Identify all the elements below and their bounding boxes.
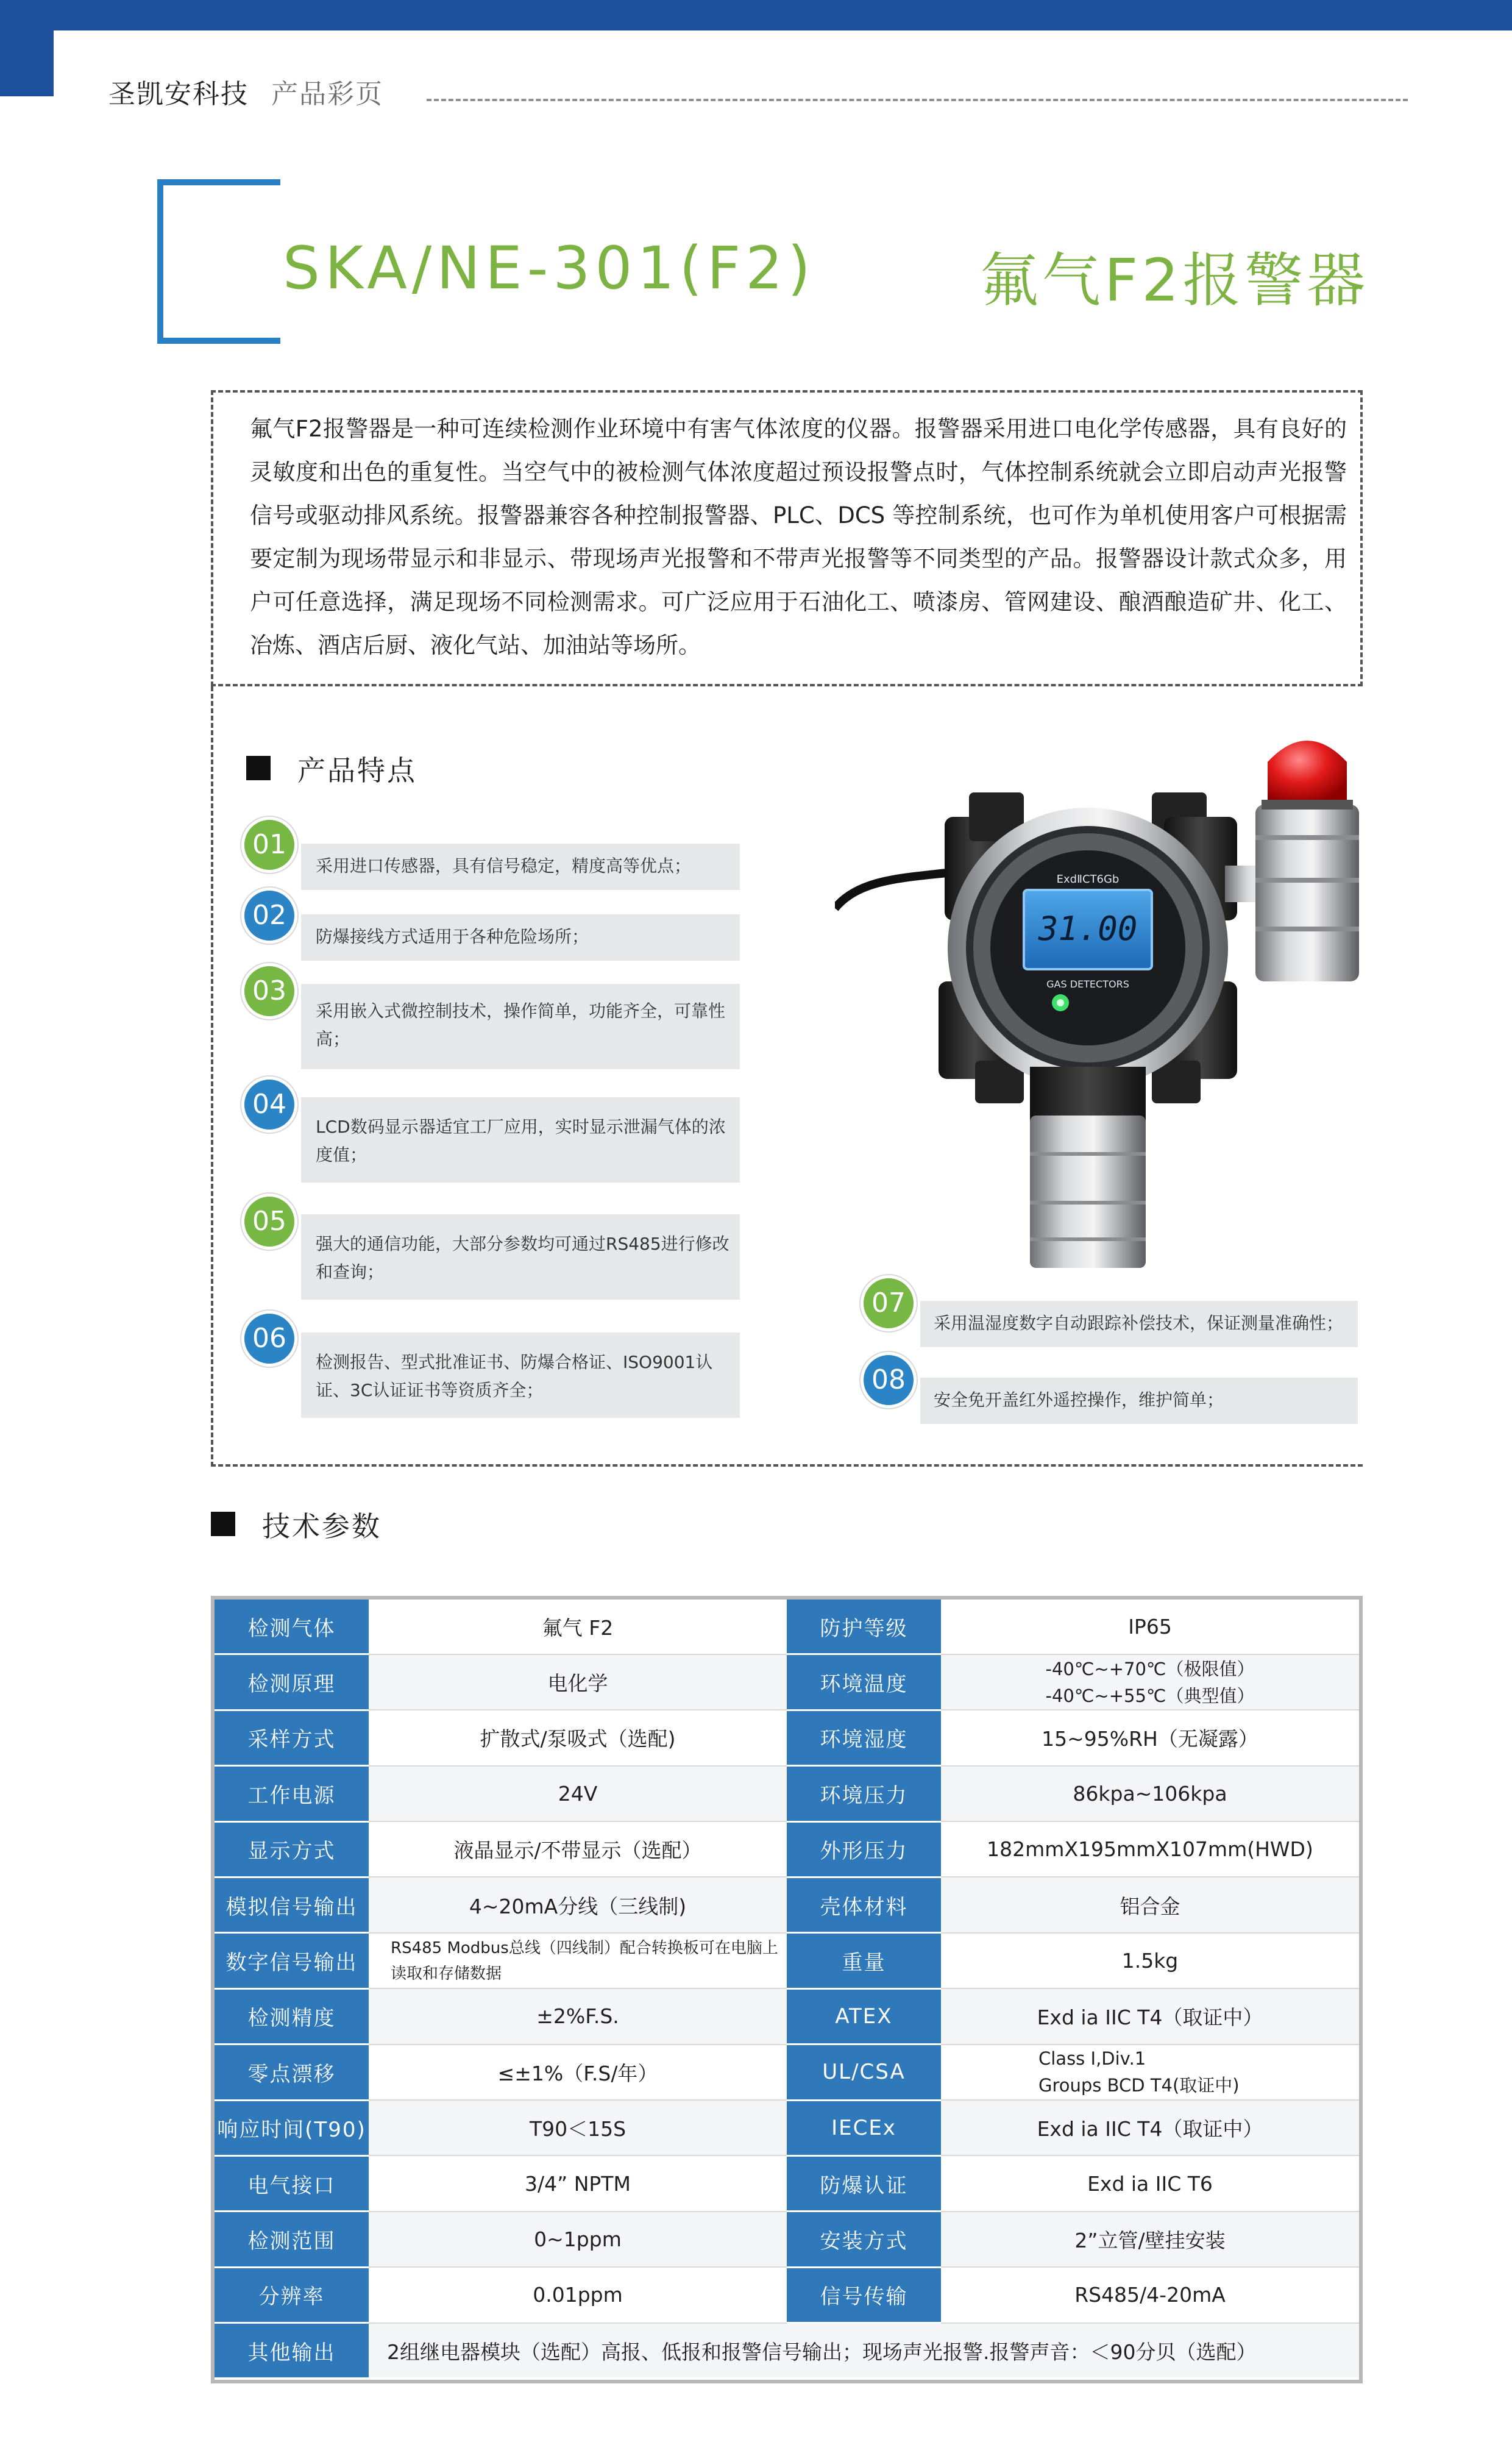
- spec-value: Exd ia IIC T4（取证中）: [941, 1988, 1359, 2044]
- feature-text: 采用进口传感器，具有信号稳定，精度高等优点；: [316, 856, 692, 876]
- spec-label: IECEx: [787, 2100, 941, 2155]
- spec-label: 显示方式: [215, 1821, 369, 1877]
- spec-label: ATEX: [787, 1988, 941, 2044]
- spec-label: 外形压力: [787, 1821, 941, 1877]
- feature-number-02: 02: [241, 888, 297, 944]
- spec-value: 24V: [369, 1766, 787, 1821]
- spec-row: [215, 2323, 1359, 2378]
- housing-label: GAS DETECTORS: [1046, 978, 1129, 990]
- top-color-bar: [0, 0, 1512, 30]
- section-bullet-icon: [211, 1512, 235, 1536]
- feature-number-05: 05: [241, 1194, 297, 1250]
- model-number: SKA/NE-301(F2): [283, 234, 815, 302]
- spec-label: 防爆认证: [787, 2155, 941, 2211]
- spec-row: [215, 1600, 1359, 1654]
- section-bullet-icon: [246, 756, 271, 780]
- spec-value: 3/4” NPTM: [369, 2155, 787, 2211]
- spec-label: 电气接口: [215, 2155, 369, 2211]
- spec-label: 零点漂移: [215, 2045, 369, 2100]
- spec-row: [215, 2100, 1359, 2155]
- spec-label: 检测原理: [215, 1654, 369, 1710]
- catalog-subtitle: 产品彩页: [271, 79, 383, 110]
- spec-label: UL/CSA: [787, 2045, 941, 2100]
- spec-label: 环境压力: [787, 1766, 941, 1821]
- gas-detector-illustration: [835, 725, 1371, 1286]
- spec-value: T90＜15S: [369, 2100, 787, 2155]
- spec-label: 环境温度: [787, 1654, 941, 1710]
- feature-text: 采用嵌入式微控制技术，操作简单，功能齐全，可靠性高；: [316, 1001, 726, 1049]
- spec-value: RS485 Modbus总线（四线制）配合转换板可在电脑上读取和存储数据: [369, 1933, 787, 1988]
- spec-value: IP65: [941, 1600, 1359, 1654]
- spec-value: RS485/4-20mA: [941, 2267, 1359, 2322]
- feature-item-04: [301, 1097, 740, 1183]
- spec-value: 电化学: [369, 1654, 787, 1710]
- spec-value: Exd ia IIC T4（取证中）: [941, 2100, 1359, 2155]
- spec-value: ≤±1%（F.S/年）: [369, 2045, 787, 2100]
- spec-label: 采样方式: [215, 1710, 369, 1765]
- feature-text: 采用温湿度数字自动跟踪补偿技术，保证测量准确性；: [934, 1313, 1344, 1333]
- feature-item-06: [301, 1333, 740, 1418]
- housing-marking: ExdⅡCT6Gb: [1056, 873, 1120, 886]
- spec-value: 2组继电器模块（选配）高报、低报和报警信号输出；现场声光报警.报警声音：＜90分贝（选配）: [369, 2323, 1359, 2378]
- spec-label: 数字信号输出: [215, 1933, 369, 1988]
- feature-item-08: [920, 1378, 1358, 1424]
- spec-label: 检测精度: [215, 1988, 369, 2044]
- spec-value: Class I,Div.1 Groups BCD T4(取证中): [941, 2045, 1359, 2100]
- feature-item-07: [920, 1301, 1358, 1347]
- feature-number-07: 07: [861, 1275, 917, 1331]
- top-color-tab: [0, 0, 54, 96]
- feature-number-08: 08: [861, 1352, 917, 1408]
- spec-row: [215, 1821, 1359, 1877]
- spec-label: 响应时间(T90): [215, 2100, 369, 2155]
- spec-label: 检测气体: [215, 1600, 369, 1654]
- spec-value: 氟气 F2: [369, 1600, 787, 1654]
- spec-row: [215, 2267, 1359, 2322]
- spec-row: [215, 1654, 1359, 1710]
- spec-value: 液晶显示/不带显示（选配）: [369, 1821, 787, 1877]
- spec-row: [215, 1877, 1359, 1932]
- spec-value: -40℃~+70℃（极限值） -40℃~+55℃（典型值）: [941, 1654, 1359, 1710]
- spec-row: [215, 1988, 1359, 2044]
- lcd-reading: 31.00: [1038, 909, 1138, 948]
- spec-label: 壳体材料: [787, 1877, 941, 1932]
- feature-number-01: 01: [241, 817, 297, 873]
- spec-row: [215, 2212, 1359, 2267]
- feature-item-03: [301, 984, 740, 1069]
- specs-table: [215, 1600, 1359, 2377]
- spec-value: 15~95%RH（无凝露）: [941, 1710, 1359, 1765]
- spec-value: 182mmX195mmX107mm(HWD): [941, 1821, 1359, 1877]
- feature-text: 检测报告、型式批准证书、防爆合格证、ISO9001认证、3C认证证书等资质齐全；: [316, 1352, 713, 1400]
- features-heading: 产品特点: [297, 754, 417, 787]
- brand-name: 圣凯安科技: [108, 79, 249, 110]
- feature-text: LCD数码显示器适宜工厂应用，实时显示泄漏气体的浓度值；: [316, 1117, 726, 1165]
- product-name: 氟气F2报警器: [980, 246, 1369, 315]
- feature-item-05: [301, 1214, 740, 1300]
- spec-value: 0.01ppm: [369, 2267, 787, 2322]
- spec-label: 分辨率: [215, 2267, 369, 2322]
- spec-value: 铝合金: [941, 1877, 1359, 1932]
- spec-value: 1.5kg: [941, 1933, 1359, 1988]
- feature-text: 强大的通信功能，大部分参数均可通过RS485进行修改和查询；: [316, 1234, 729, 1282]
- spec-label: 其他输出: [215, 2323, 369, 2378]
- spec-row: [215, 2045, 1359, 2100]
- spec-value: Exd ia IIC T6: [941, 2155, 1359, 2211]
- spec-label: 环境湿度: [787, 1710, 941, 1765]
- spec-row: [215, 2155, 1359, 2211]
- spec-label: 防护等级: [787, 1600, 941, 1654]
- spec-label: 信号传输: [787, 2267, 941, 2322]
- spec-label: 检测范围: [215, 2212, 369, 2267]
- feature-number-04: 04: [241, 1077, 297, 1133]
- feature-number-06: 06: [241, 1311, 297, 1367]
- spec-value: 0~1ppm: [369, 2212, 787, 2267]
- spec-label: 重量: [787, 1933, 941, 1988]
- feature-item-02: [301, 914, 740, 961]
- spec-value: 扩散式/泵吸式（选配): [369, 1710, 787, 1765]
- spec-row: [215, 1710, 1359, 1765]
- spec-label: 模拟信号输出: [215, 1877, 369, 1932]
- spec-value: 2”立管/壁挂安装: [941, 2212, 1359, 2267]
- feature-number-03: 03: [241, 963, 297, 1019]
- spec-value: 4~20mA分线（三线制): [369, 1877, 787, 1932]
- feature-text: 防爆接线方式适用于各种危险场所；: [316, 927, 589, 947]
- spec-label: 工作电源: [215, 1766, 369, 1821]
- header-divider: [427, 99, 1408, 101]
- spec-row: [215, 1766, 1359, 1821]
- spec-value: ±2%F.S.: [369, 1988, 787, 2044]
- spec-row: [215, 1933, 1359, 1988]
- feature-item-01: [301, 844, 740, 890]
- spec-label: 安装方式: [787, 2212, 941, 2267]
- intro-paragraph: 氟气F2报警器是一种可连续检测作业环境中有害气体浓度的仪器。报警器采用进口电化学传感器，具有良好的灵敏度和出色的重复性。当空气中的被检测气体浓度超过预设报警点时，气体控制系统就会立即启动声光报警信号或驱动排风系统。报警器兼容各种控制报警器、PLC、DCS 等控制系统，也可作为单机使用客户可根据需要定制为现场带显示和非显示、带现场声光报警和不带声光报警等不同类型的产品。报警器设计款式众多，用户可任意选择，满足现场不同检测需求。可广泛应用于石油化工、喷漆房、管网建设、酿酒酿造矿井、化工、冶炼、酒店后厨、液化气站、加油站等场所。: [250, 416, 1347, 658]
- spec-value: 86kpa~106kpa: [941, 1766, 1359, 1821]
- feature-text: 安全免开盖红外遥控操作，维护简单；: [934, 1390, 1224, 1410]
- specs-heading: 技术参数: [262, 1510, 382, 1543]
